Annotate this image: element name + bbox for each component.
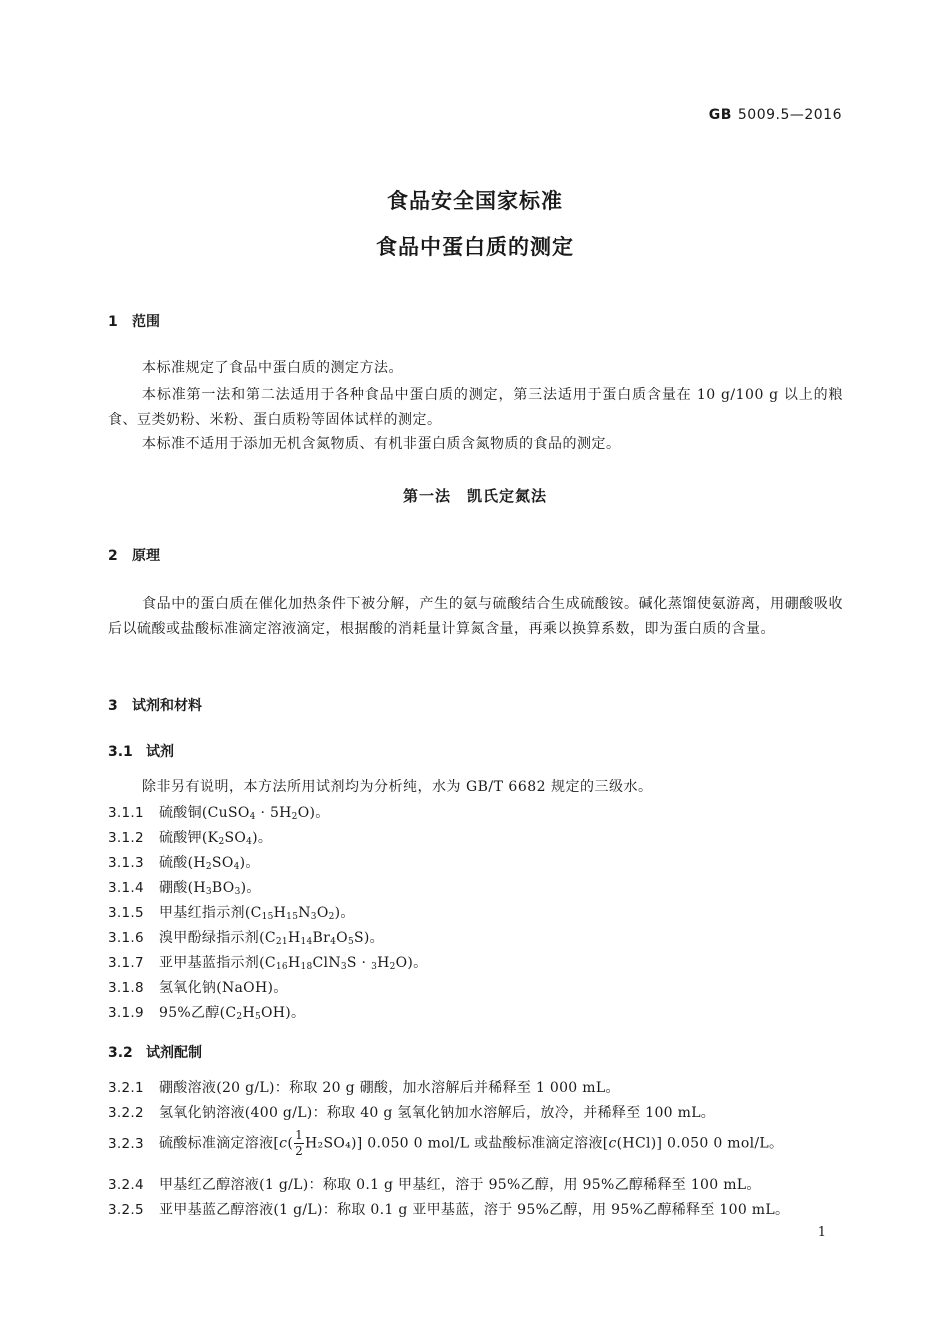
standard-prefix: GB [708, 107, 732, 123]
standard-number [709, 107, 842, 123]
section-title: 范围 [132, 314, 160, 330]
section-1-paragraph-2: 本标准第一法和第二法适用于各种食品中蛋白质的测定，第三法适用于蛋白质含量在 10 g/100 g 以上的粮食、豆类奶粉、米粉、蛋白质粉等固体试样的测定。 [108, 387, 843, 428]
list-item: 3.1.9 95%乙醇$(C_2H_5OH)$。 [108, 1005, 306, 1022]
list-item: 3.2.4 甲基红乙醇溶液(1 g/L)：称取 0.1 g 甲基红，溶于 95%乙醇，用 95%乙醇稀释至 100 mL。 [108, 1177, 761, 1193]
section-number: 2 [108, 548, 118, 564]
section-title: 试剂和材料 [132, 698, 202, 714]
section-3-heading [108, 695, 202, 715]
section-number: 1 [108, 314, 118, 330]
list-item: 3.2.2 氢氧化钠溶液(400 g/L)：称取 40 g 氢氧化钠加水溶解后，放冷，并稀释至 100 mL。 [108, 1105, 716, 1121]
document-subtitle: 食品中蛋白质的测定 [376, 235, 574, 259]
section-2-heading [108, 545, 160, 565]
document-title: 食品安全国家标准 [387, 189, 563, 213]
section-number: 3.2 [108, 1045, 133, 1061]
section-1-heading [108, 311, 160, 331]
standard-code: 5009.5—2016 [737, 107, 842, 123]
section-title: 原理 [132, 548, 160, 564]
section-1-paragraph-3: 本标准不适用于添加无机含氮物质、有机非蛋白质含氮物质的食品的测定。 [142, 436, 621, 452]
list-item: 3.2.1 硼酸溶液(20 g/L)：称取 20 g 硼酸，加水溶解后并稀释至 1 000 mL。 [108, 1080, 620, 1096]
method-heading: 第一法 凯氏定氮法 [402, 487, 547, 505]
section-3-1-heading [108, 741, 174, 761]
list-item: 3.1.5 甲基红指示剂$(C_{15}H_{15}N_3O_2)$。 [108, 905, 355, 922]
section-number: 3.1 [108, 744, 133, 760]
section-3-2-heading [108, 1042, 202, 1062]
list-item: 3.1.1 硫酸铜(CuSO$_4$ · $5H_2O$)。 [108, 805, 330, 822]
section-number: 3 [108, 698, 118, 714]
list-item: 3.1.8 氢氧化钠(NaOH)。 [108, 980, 288, 996]
page-number: 1 [817, 1225, 826, 1240]
list-item: 3.1.3 硫酸$(H_2SO_4)$。 [108, 855, 260, 872]
section-title: 试剂配制 [146, 1045, 202, 1061]
section-3-1-intro: 除非另有说明，本方法所用试剂均为分析纯，水为 GB/T 6682 规定的三级水。 [142, 779, 653, 795]
fraction: $\frac{1}{2}$ [295, 1128, 304, 1158]
list-item: 3.2.5 亚甲基蓝乙醇溶液(1 g/L)：称取 0.1 g 亚甲基蓝，溶于 95%乙醇，用 95%乙醇稀释至 100 mL。 [108, 1202, 790, 1218]
list-item: 3.1.7 亚甲基蓝指示剂$(C_{16}H_{18}ClN_3S \cdot _3H_2O)$。 [108, 955, 428, 972]
section-1-paragraph-1: 本标准规定了食品中蛋白质的测定方法。 [142, 360, 403, 376]
list-item: 3.1.6 溴甲酚绿指示剂$(C_{21}H_{14}Br_4O_5S)$。 [108, 930, 384, 947]
section-title: 试剂 [146, 744, 174, 760]
section-2-paragraph: 食品中的蛋白质在催化加热条件下被分解，产生的氨与硫酸结合生成硫酸铵。碱化蒸馏使氨游离，用硼酸吸收后以硫酸或盐酸标准滴定溶液滴定，根据酸的消耗量计算氮含量，再乘以换算系数，即为蛋白质的含量。 [108, 596, 843, 637]
list-item: 3.2.3 硫酸标准滴定溶液[c( $\frac{1}{2}$ H₂SO₄)] 0.050 0 mol/L 或盐酸标准滴定溶液[c(HCl)] 0.050 0 mol/L。 [108, 1128, 784, 1158]
list-item: 3.1.4 硼酸$(H_3BO_3)$。 [108, 880, 261, 897]
list-item: 3.1.2 硫酸钾$(K_2SO_4)$。 [108, 830, 273, 847]
